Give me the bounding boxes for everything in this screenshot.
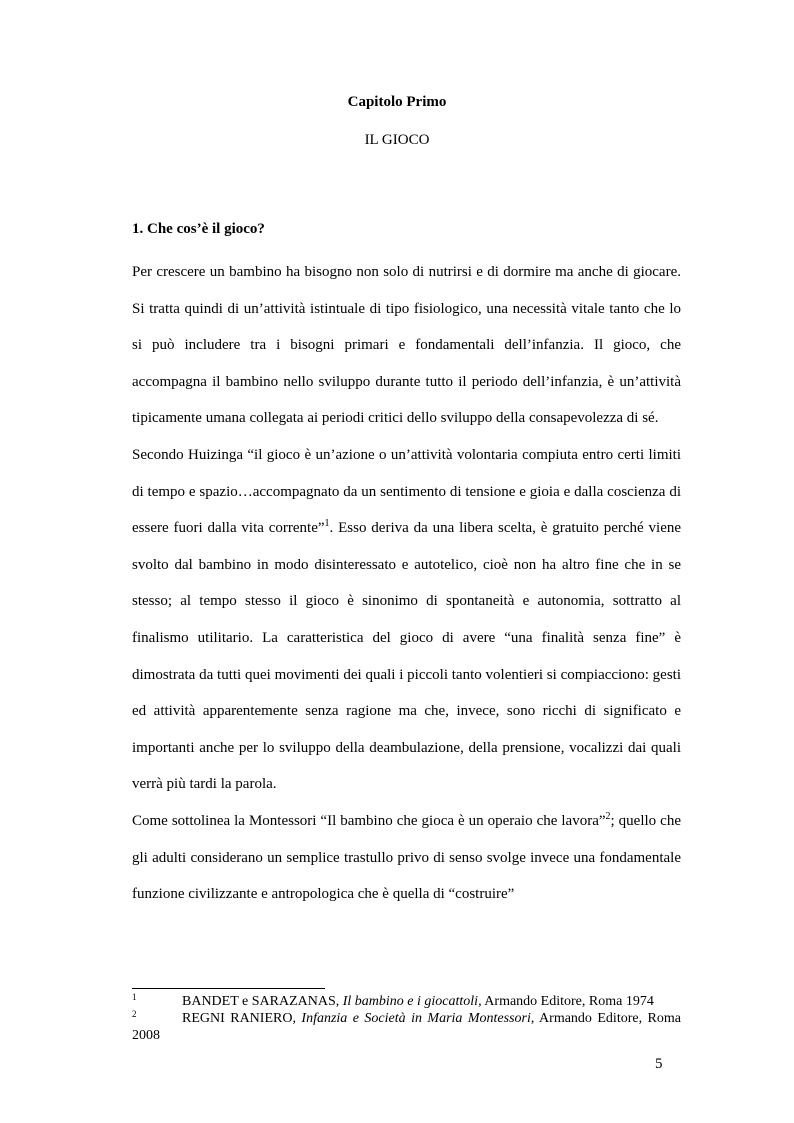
paragraph-1: Per crescere un bambino ha bisogno non solo di nutrirsi e di dormire ma anche di giocare. Si tratta quindi di un’attività istintuale di tipo fisiologico, una necessità vitale tanto che lo si può includere tra i bisogni primari e fondamentali dell’infanzia. Il gioco, che accompagna il bambino nello sviluppo durante tutto il periodo dell’infanzia, è un’attività tipicamente umana collegata ai periodi critici dello sviluppo della consapevolezza di sé. [132, 264, 681, 427]
footnote-ref-1[interactable]: 1 [324, 518, 330, 530]
paragraph-3-text-b: ; quello che gli adulti considerano un semplice trastullo privo di senso svolge invece una fondamentale funzione civilizzante e antropologica che è quella di “costruire” [132, 812, 681, 903]
paragraph-2 [132, 437, 681, 803]
chapter-title: IL GIOCO [364, 132, 430, 148]
paragraph-2-text-b: . Esso deriva da una libera scelta, è gratuito perché viene svolto dal bambino in modo disinteressato e autotelico, cioè non ha altro fine che in se stesso; al tempo stesso il gioco è sinonimo di spontaneità e autonomia, sottratto al finalismo utilitario. La caratteristica del gioco di avere “una finalità senza fine” è dimostrata da tutti quei movimenti dei quali i piccoli tanto volentieri si compiacciono: gesti ed attività apparentemente senza ragione ma che, invece, sono ricchi di significato e importanti anche per lo sviluppo della deambulazione, della prensione, vocalizzi dai quali verrà più tardi la parola. [132, 520, 682, 793]
footnotes [132, 993, 681, 1044]
footnote-1: 1 BANDET e SARAZANAS, Il bambino e i giocattoli, Armando Editore, Roma 1974 [132, 992, 654, 1009]
footnote-ref-2[interactable]: 2 [605, 810, 611, 822]
footnote-2: 2 REGNI RANIERO, Infanzia e Società in Maria Montessori, Armando Editore, Roma 2008 [132, 1009, 681, 1043]
footnote-book-title: Il bambino e i giocattoli, [342, 994, 482, 1009]
footnote-book-title: Infanzia e Società in Maria Montessori [301, 1011, 531, 1026]
footnote-publisher: Armando Editore, Roma 1974 [481, 994, 654, 1009]
page-number: 5 [655, 1056, 663, 1072]
paragraph-2-text-a: Secondo Huizinga “il gioco è un’azione o un’attività volontaria compiuta entro certi limiti di tempo e spazio…accompagnato da un sentimento di tensione e gioia e dalla coscienza di essere fuori dalla vita corrente” [132, 446, 681, 537]
footnote-publisher: , Armando Editore, Roma 2008 [132, 1011, 681, 1043]
paragraph-3-text-a: Come sottolinea la Montessori “Il bambino che gioca è un operaio che lavora” [132, 812, 606, 829]
section-heading: 1. Che cos’è il gioco? [132, 221, 265, 237]
paragraph-3 [132, 803, 681, 913]
footnote-separator [132, 988, 325, 989]
footnote-author: REGNI RANIERO, [182, 1011, 302, 1026]
chapter-label: Capitolo Primo [347, 94, 447, 110]
body-text [132, 254, 681, 913]
footnote-author: BANDET e SARAZANAS, [182, 994, 343, 1009]
